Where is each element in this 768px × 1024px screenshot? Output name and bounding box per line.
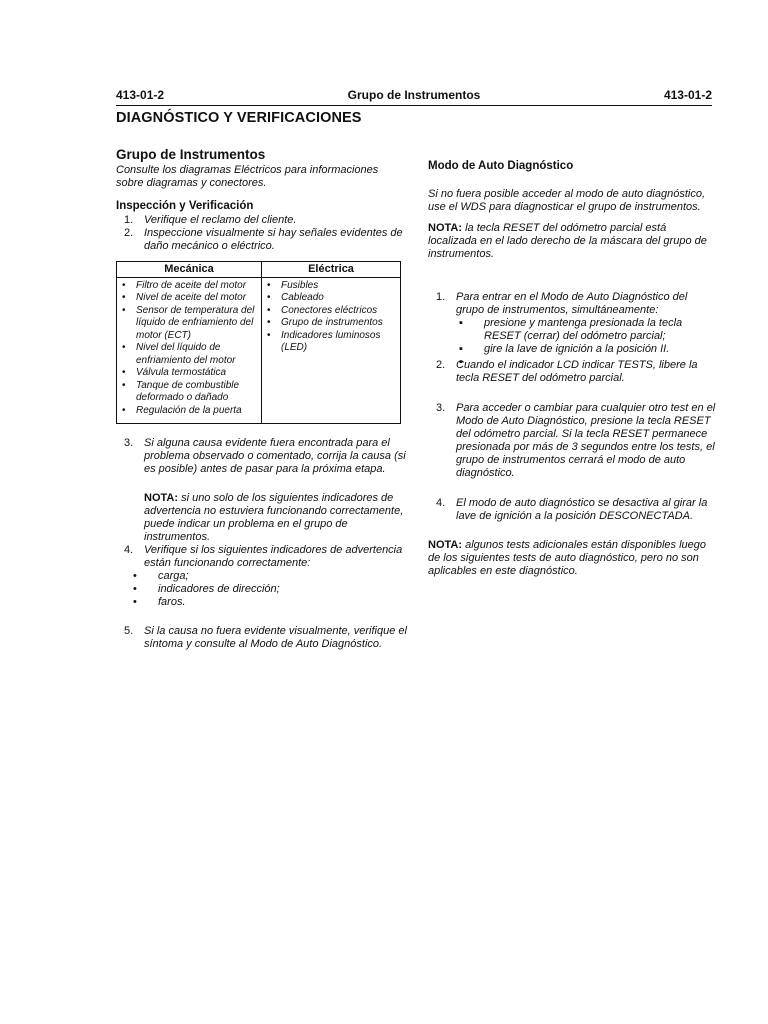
inspection-steps-cont2 xyxy=(116,544,408,651)
list-item: • Cableado xyxy=(264,292,398,305)
list-item: • faros. xyxy=(130,596,408,609)
page-title: DIAGNÓSTICO Y VERIFICACIONES xyxy=(116,110,362,126)
list-item: 4. El modo de auto diagnóstico se desactiva al girar la lave de ignición a la posición DESCONECTADA. xyxy=(436,497,708,522)
section-title-autodiag: Modo de Auto Diagnóstico xyxy=(428,160,574,172)
table-header-mecanica: Mecánica xyxy=(117,262,262,278)
list-item: • Indicadores luminosos (LED) xyxy=(264,330,398,355)
list-item: 4. Verifique si los siguientes indicadores de advertencia están funcionando correctamente: • carga; • indicadores de dirección; • faros. xyxy=(116,544,408,609)
note-additional-tests: NOTA: algunos tests adicionales están disponibles luego de los siguientes tests de auto diagnóstico, pero no son aplicables en este diagnóstico. xyxy=(428,539,707,577)
list-item: 3. Para acceder o cambiar para cualquier otro test en el Modo de Auto Diagnóstico, presione la tecla RESET del odómetro parcial. Si la tecla RESET permanece presionada por más de 3 segundos entre los tests, el grupo de instrumentos cerrará el modo de auto diagnóstico. xyxy=(436,402,716,479)
right-column xyxy=(428,160,718,578)
list-item: • Fusibles xyxy=(264,280,398,293)
list-item: • Nivel del líquido de enfriamiento del motor xyxy=(119,342,259,367)
list-item: 1. Para entrar en el Modo de Auto Diagnóstico del grupo de instrumentos, simultáneamente: ▪ presione y mantenga presionada la tecla RESET (cerrar) del odómetro parcial; ▪ gire la lave de ignición a la posición II. xyxy=(428,291,718,356)
list-item: • Válvula termostática xyxy=(119,367,259,380)
table-cell-mecanica xyxy=(117,277,262,424)
list-item: • Regulación de la puerta xyxy=(119,405,259,418)
table-cell-electrica xyxy=(262,277,401,424)
inspection-table xyxy=(116,261,401,424)
list-item: • Filtro de aceite del motor xyxy=(119,280,259,293)
intro-text: Consulte los diagramas Eléctricos para informaciones sobre diagramas y conectores. xyxy=(116,164,379,189)
list-item: • carga; xyxy=(130,570,408,583)
header-section: Grupo de Instrumentos xyxy=(347,88,481,102)
left-column xyxy=(116,147,408,651)
inspection-steps xyxy=(116,214,408,253)
page-header xyxy=(116,88,712,106)
list-item: 5. Si la causa no fuera evidente visualmente, verifique el síntoma y consulte al Modo de Auto Diagnóstico. xyxy=(124,625,407,650)
list-item: • Tanque de combustible deformado o dañado xyxy=(119,380,259,405)
list-item: 1. Verifique el reclamo del cliente. xyxy=(124,214,297,226)
note-warning-indicators: NOTA: si uno solo de los siguientes indicadores de advertencia no estuviera funcionando correctamente, puede indicar un problema en el grupo de instrumentos. xyxy=(144,492,404,543)
section-title-grupo: Grupo de Instrumentos xyxy=(116,147,266,162)
list-item: • indicadores de dirección; xyxy=(130,583,408,596)
header-page-number-right: 413-01-2 xyxy=(663,88,712,102)
autodiag-intro: Si no fuera posible acceder al modo de auto diagnóstico, use el WDS para diagnosticar el grupo de instrumentos. xyxy=(428,188,706,213)
inspection-steps-cont xyxy=(116,437,408,476)
header-rule xyxy=(116,105,712,106)
autodiag-steps xyxy=(428,291,718,523)
inspection-heading: Inspección y Verificación xyxy=(116,200,254,212)
list-item: ▪ gire la lave de ignición a la posición II. xyxy=(456,343,718,356)
list-item: • Sensor de temperatura del líquido de enfriamiento del motor (ECT) xyxy=(119,305,259,343)
list-item: 3. Si alguna causa evidente fuera encontrada para el problema observado o comentado, corrija la causa (si es posible) antes de pasar para la próxima etapa. xyxy=(124,437,406,475)
note-reset-key: NOTA: la tecla RESET del odómetro parcial está localizada en el lado derecho de la máscara del grupo de instrumentos. xyxy=(428,222,707,260)
header-page-number-left: 413-01-2 xyxy=(116,88,165,102)
list-item: 2. Inspeccione visualmente si hay señales evidentes de daño mecánico o eléctrico. xyxy=(124,227,403,252)
list-item: 2. Cuando el indicador LCD indicar TESTS, libere la tecla RESET del odómetro parcial. xyxy=(436,359,698,384)
list-item: • Grupo de instrumentos xyxy=(264,317,398,330)
list-item: • Nivel de aceite del motor xyxy=(119,292,259,305)
table-header-electrica: Eléctrica xyxy=(262,262,401,278)
list-item: • Conectores eléctricos xyxy=(264,305,398,318)
list-item: ▪ presione y mantenga presionada la tecla RESET (cerrar) del odómetro parcial; xyxy=(456,317,718,343)
